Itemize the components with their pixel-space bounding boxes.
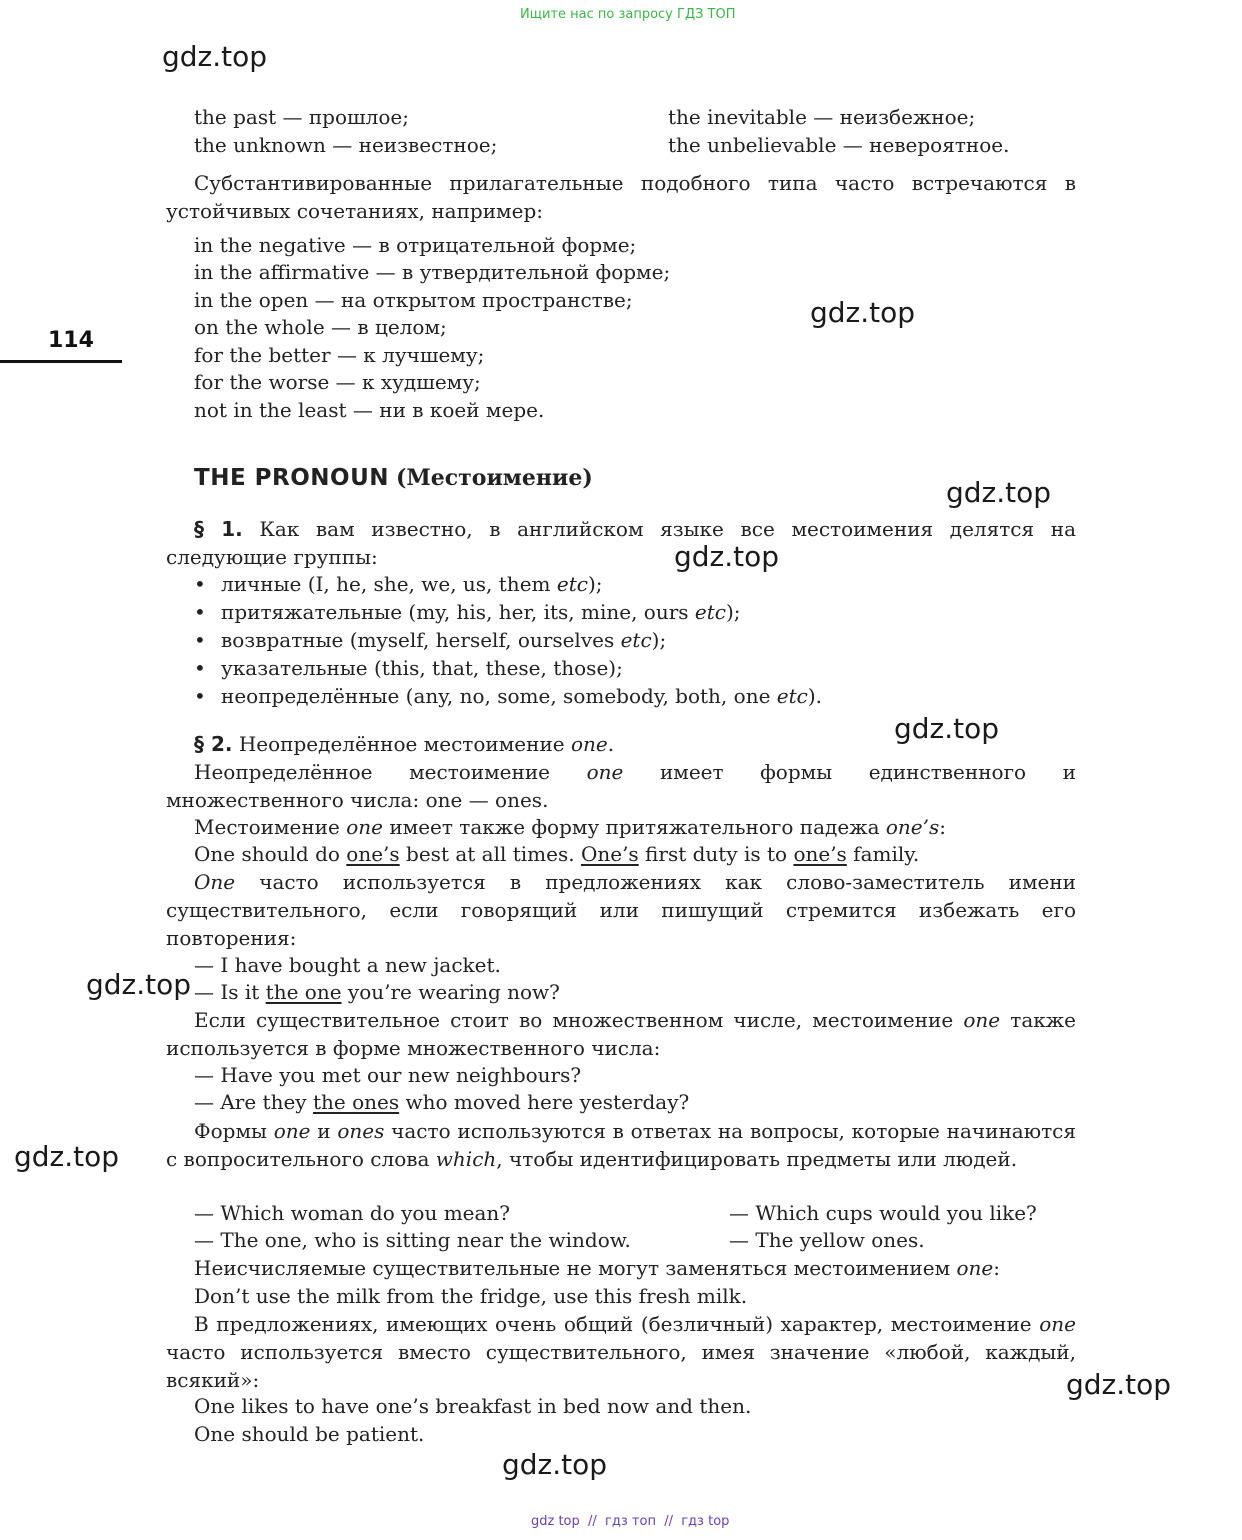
dialogue-line: — Which cups would you like? — [729, 1201, 1037, 1225]
watermark: gdz.top — [1066, 1368, 1172, 1401]
list-item: • неопределённые (any, no, some, somebody, both, one etc). — [166, 682, 822, 710]
example-sentence: One should be patient. — [194, 1422, 425, 1446]
dialogue-line: — Have you met our new neighbours? — [194, 1063, 582, 1087]
section2-paragraph-5: Формы one и ones часто используются в ответах на вопросы, которые начинаются с вопросительного слова which, чтобы идентифицировать предметы или людей. — [166, 1119, 1077, 1171]
page-number-rule — [0, 360, 122, 363]
watermark: gdz.top — [502, 1448, 608, 1481]
example-left: the past — прошлое; — [194, 105, 409, 129]
watermark: gdz.top — [894, 712, 1000, 745]
section1-paragraph: § 1. Как вам известно, в английском языке все местоимения делятся на следующие группы: — [166, 517, 1076, 569]
section2-paragraph-2: Местоимение one имеет также форму притяжательного падежа one’s: — [194, 815, 946, 839]
watermark: gdz.top — [946, 476, 1052, 509]
dialogue-line: — Is it the one you’re wearing now? — [194, 980, 560, 1004]
dialogue-line: — The yellow ones. — [729, 1228, 925, 1252]
watermark: gdz.top — [674, 540, 780, 573]
top-search-hint[interactable]: Ищите нас по запросу ГДЗ ТОП — [520, 7, 736, 22]
footer-links[interactable]: gdz top // гдз топ // гдз top — [531, 1514, 730, 1529]
phrase-item: not in the least — ни в коей мере. — [194, 398, 545, 422]
example-left: the unknown — неизвестное; — [194, 133, 498, 157]
dialogue-line: — Are they the ones who moved here yesterday? — [194, 1090, 690, 1114]
section2-paragraph-1: Неопределённое местоимение one имеет формы единственного и множественного числа: one — ones. — [166, 760, 1076, 812]
phrase-item: in the negative — в отрицательной форме; — [194, 233, 637, 257]
watermark: gdz.top — [14, 1140, 120, 1173]
section2-paragraph-3: One часто используется в предложениях как слово-заместитель имени существительного, если говорящий или пишущий стремится избежать его повторения: — [166, 870, 1076, 950]
list-item: • указательные (this, that, these, those); — [166, 654, 822, 682]
dialogue-line: — The one, who is sitting near the window. — [194, 1228, 631, 1252]
example-sentence: One should do one’s best at all times. One’s first duty is to one’s family. — [194, 842, 920, 866]
section2-paragraph-4: Если существительное стоит во множественном числе, местоимение one также используется в форме множественного числа: — [166, 1008, 1076, 1060]
section2-paragraph-6: Неисчисляемые существительные не могут заменяться местоимением one: — [194, 1256, 1001, 1280]
watermark: gdz.top — [162, 40, 268, 73]
heading-russian: (Местоимение) — [396, 465, 593, 491]
section2-label: § 2. — [194, 732, 233, 756]
page-number: 114 — [48, 328, 94, 353]
list-item: • личные (I, he, she, we, us, them etc); — [166, 570, 822, 598]
example-sentence: One likes to have one’s breakfast in bed now and then. — [194, 1394, 752, 1418]
example-right: the inevitable — неизбежное; — [668, 105, 976, 129]
pronoun-groups-list — [166, 570, 822, 710]
example-right: the unbelievable — невероятное. — [668, 133, 1010, 157]
heading-english: THE PRONOUN — [194, 465, 390, 491]
phrase-item: for the better — к лучшему; — [194, 343, 485, 367]
section1-label: § 1. — [194, 517, 243, 541]
watermark: gdz.top — [810, 296, 916, 329]
example-sentence: Don’t use the milk from the fridge, use this fresh milk. — [194, 1284, 748, 1308]
section2-paragraph-7: В предложениях, имеющих очень общий (безличный) характер, местоимение one часто используется вместо существительного, имея значение «любой, каждый, всякий»: — [166, 1312, 1076, 1392]
phrase-item: on the whole — в целом; — [194, 315, 447, 339]
watermark: gdz.top — [86, 968, 192, 1001]
list-item: • притяжательные (my, his, her, its, mine, ours etc); — [166, 598, 822, 626]
dialogue-line: — I have bought a new jacket. — [194, 953, 501, 977]
intro-paragraph: Субстантивированные прилагательные подобного типа часто встречаются в устойчивых сочетаниях, например: — [166, 171, 1076, 223]
phrase-item: in the affirmative — в утвердительной форме; — [194, 260, 671, 284]
section2-title: § 2. Неопределённое местоимение one. — [194, 732, 615, 756]
phrase-item: in the open — на открытом пространстве; — [194, 288, 633, 312]
dialogue-line: — Which woman do you mean? — [194, 1201, 511, 1225]
phrase-item: for the worse — к худшему; — [194, 370, 481, 394]
list-item: • возвратные (myself, herself, ourselves etc); — [166, 626, 822, 654]
section-heading — [194, 465, 593, 491]
